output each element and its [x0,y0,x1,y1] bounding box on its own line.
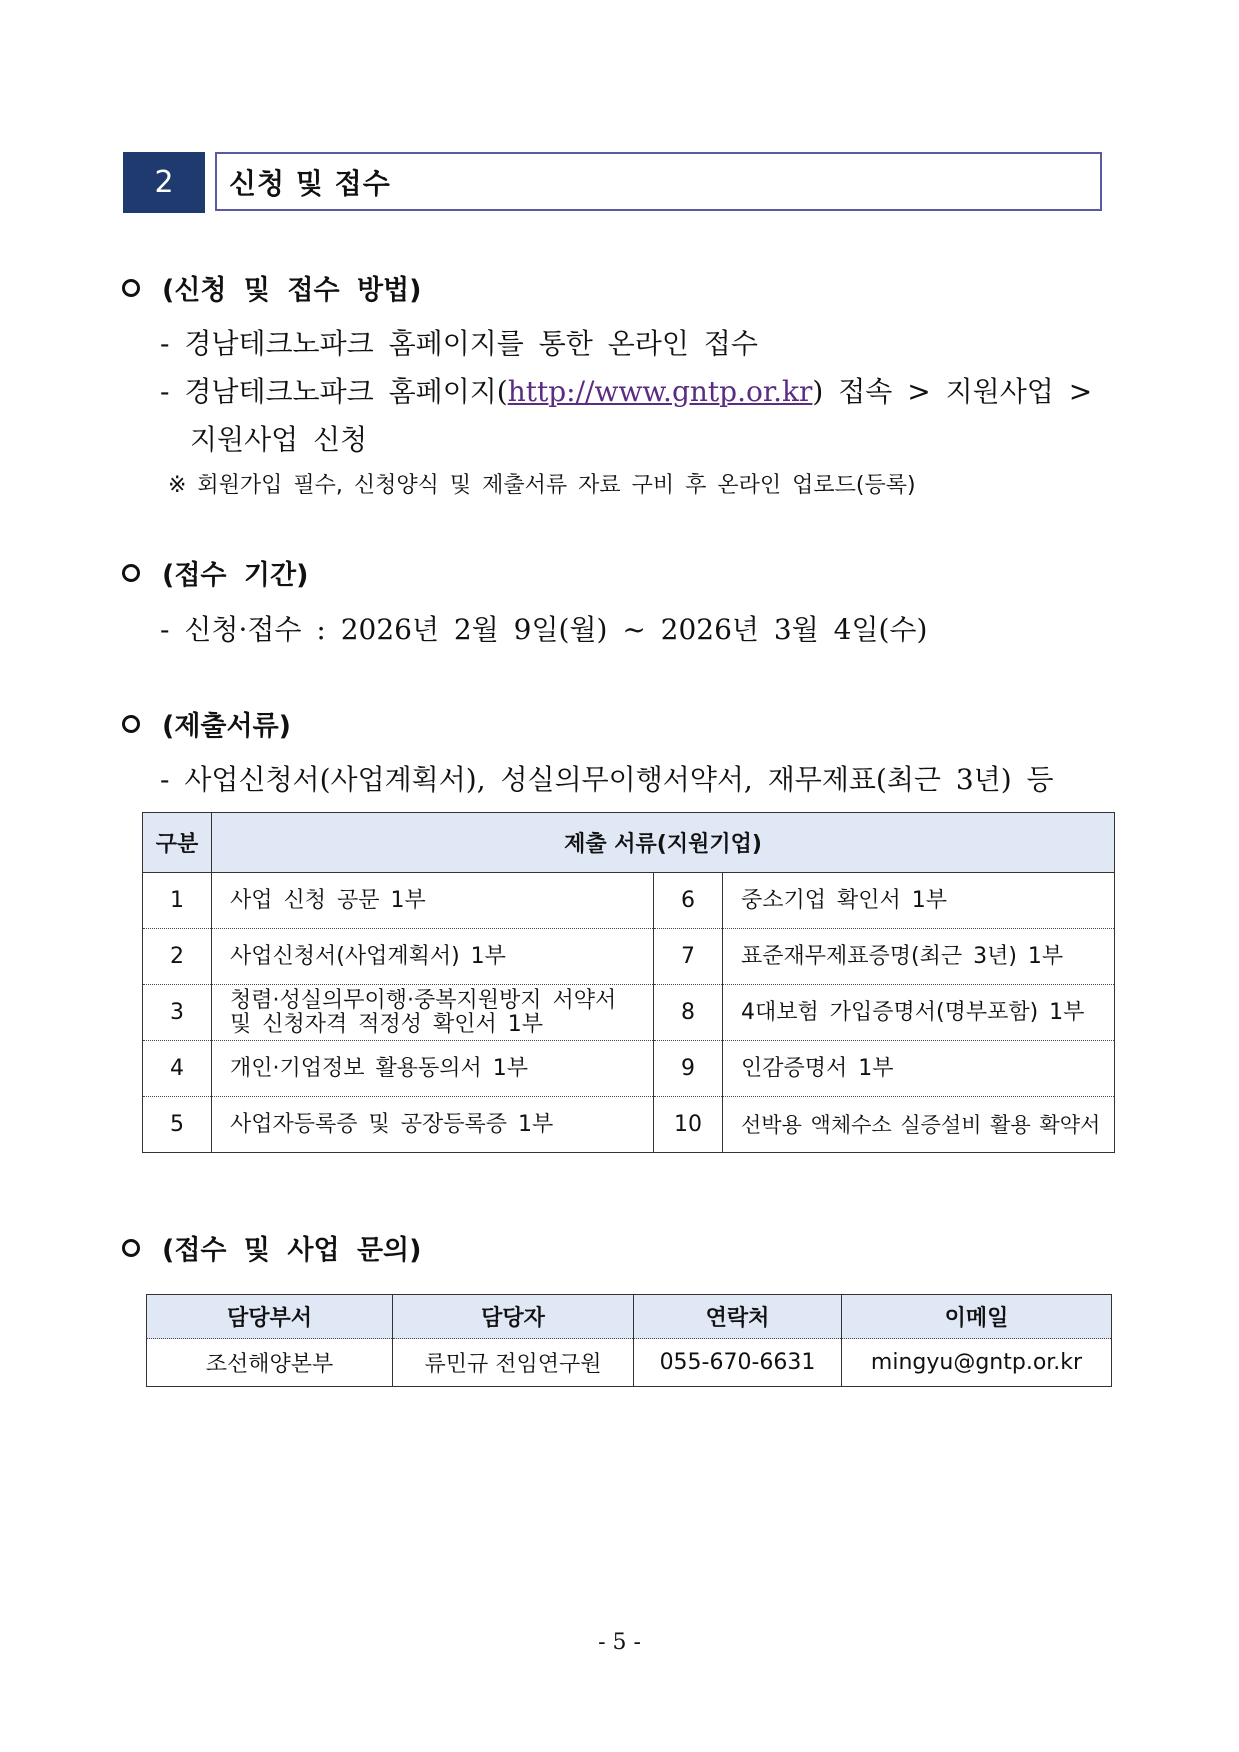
table-row: 1 사업 신청 공문 1부 6 중소기업 확인서 1부 [143,873,1115,929]
section-title-box [215,152,1102,211]
documents-heading: (제출서류) [122,704,291,743]
table-row [147,1339,1112,1387]
contact-person: 류민규 전임연구원 [393,1339,634,1387]
method-line-2: - 경남테크노파크 홈페이지(http://www.gntp.or.kr) 접속 > 지원사업 > [160,375,1093,408]
table-row: 5 사업자등록증 및 공장등록증 1부 10 선박용 액체수소 실증설비 활용 확약서 [143,1097,1115,1153]
period-line: - 신청·접수 : 2026년 2월 9일(월) ~ 2026년 3월 4일(수) [160,613,928,646]
gntp-homepage-link[interactable]: http://www.gntp.or.kr [507,375,813,408]
contact-header-person: 담당자 [393,1295,634,1339]
table-header-category: 구분 [143,813,212,873]
page-number: - 5 - [598,1630,641,1655]
documents-table [142,812,1115,1153]
circle-bullet-icon [122,1239,140,1257]
contact-department: 조선해양본부 [147,1339,393,1387]
table-header-documents: 제출 서류(지원기업) [212,813,1115,873]
contact-email[interactable]: mingyu@gntp.or.kr [842,1339,1112,1387]
contact-header-department: 담당부서 [147,1295,393,1339]
documents-line: - 사업신청서(사업계획서), 성실의무이행서약서, 재무제표(최근 3년) 등 [160,763,1054,796]
period-heading: (접수 기간) [122,553,308,592]
contact-table [146,1294,1112,1387]
circle-bullet-icon [122,564,140,582]
circle-bullet-icon [122,715,140,733]
section-number: 2 [123,152,205,213]
section-title: 신청 및 접수 [229,166,391,200]
table-row: 4 개인·기업정보 활용동의서 1부 9 인감증명서 1부 [143,1041,1115,1097]
method-heading: (신청 및 접수 방법) [122,268,421,307]
contact-phone[interactable]: 055-670-6631 [634,1339,842,1387]
method-line-3: 지원사업 신청 [190,423,368,456]
contact-header-phone: 연락처 [634,1295,842,1339]
contact-heading: (접수 및 사업 문의) [122,1228,421,1267]
method-line-1: - 경남테크노파크 홈페이지를 통한 온라인 접수 [160,327,758,360]
contact-header-email: 이메일 [842,1295,1112,1339]
circle-bullet-icon [122,279,140,297]
method-note: ※ 회원가입 필수, 신청양식 및 제출서류 자료 구비 후 온라인 업로드(등록) [168,473,916,498]
table-row: 3 청렴·성실의무이행·중복지원방지 서약서 및 신청자격 적정성 확인서 1부 8 4대보험 가입증명서(명부포함) 1부 [143,985,1115,1041]
table-row: 2 사업신청서(사업계획서) 1부 7 표준재무제표증명(최근 3년) 1부 [143,929,1115,985]
